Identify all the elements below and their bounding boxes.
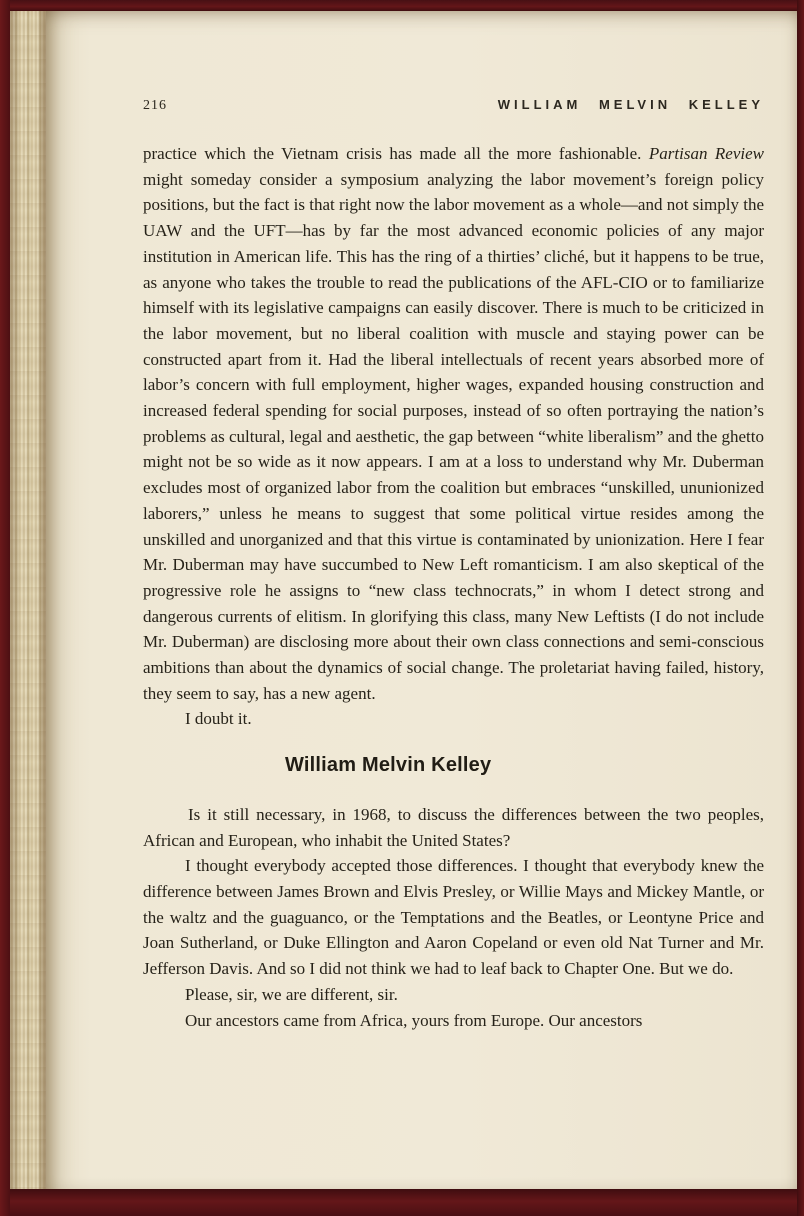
section-heading: William Melvin Kelley <box>285 754 492 777</box>
paragraph-main-italic-title: Partisan Review <box>648 144 764 163</box>
paragraph-main <box>143 141 764 706</box>
paragraph-section-1: Is it still necessary, in 1968, to discuss the differences between the two peoples, African and European, who inhabit the United States? <box>143 804 764 850</box>
running-header: WILLIAM MELVIN KELLEY <box>497 97 764 112</box>
book-cover-top-edge <box>0 0 804 11</box>
paragraph-section-2: I thought everybody accepted those differences. I thought that everybody knew the difference between James Brown and Elvis Presley, or Willie Mays and Mickey Mantle, or the waltz and the guaguanco, or the Temptations and the Beatles, or Leontyne Price and Joan Sutherland, or Duke Ellington and Aaron Copeland or even old Nat Turner and Mr. Jefferson Davis. And so I did not think we had to leaf back to Chapter One. But we do. <box>143 856 764 979</box>
book-page <box>46 11 797 1196</box>
book-cover-bottom-edge <box>0 1189 804 1216</box>
book-page-edges <box>10 11 46 1196</box>
paragraph-section-4: Our ancestors came from Africa, yours from Europe. Our ancestors <box>185 1010 643 1030</box>
page-body <box>143 141 764 1033</box>
page-number: 216 <box>143 98 167 113</box>
line-i-doubt-it: I doubt it. <box>185 709 252 729</box>
book-cover-right-edge <box>797 0 804 1216</box>
paragraph-main-part1: practice which the Vietnam crisis has made all the more fashionable. <box>143 144 649 163</box>
paragraph-main-part2: might someday consider a symposium analyzing the labor movement’s foreign policy positions, but the fact is that right now the labor movement as a whole—and not simply the UAW and the UFT—has by far the most advanced economic policies of any major institution in American life. This has the ring of a thirties’ cliché, but it happens to be true, as anyone who takes the trouble to read the publications of the AFL-CIO or to familiarize himself with its legislative campaigns can easily discover. There is much to be criticized in the labor movement, but no liberal coalition with muscle and staying power can be constructed apart from it. Had the liberal intellectuals of recent years absorbed more of labor’s concern with full employment, higher wages, expanded housing construction and increased federal spending for social purposes, instead of so often portraying the nation’s problems as cultural, legal and aesthetic, the gap between “white liberalism” and the ghetto might not be so wide as it now appears. I am at a loss to understand why Mr. Duberman excludes most of organized labor from the coalition but embraces “unskilled, ununionized laborers,” unless he means to suggest that some political virtue resides among the unskilled and unorganized and that this virtue is contaminated by unionization. Here I fear Mr. Duberman may have succumbed to New Left romanticism. I am also skeptical of the progressive role he assigns to “new class technocrats,” in whom I detect strong and dangerous currents of elitism. In glorifying this class, many New Leftists (I do not include Mr. Duberman) are disclosing more about their own class connections and semi-conscious ambitions than about the dynamics of social change. The proletariat having failed, history, they seem to say, has a new agent. <box>143 169 764 703</box>
page-header <box>143 97 764 114</box>
paragraph-section-3: Please, sir, we are different, sir. <box>185 984 398 1004</box>
book-cover-left-edge <box>0 0 10 1216</box>
